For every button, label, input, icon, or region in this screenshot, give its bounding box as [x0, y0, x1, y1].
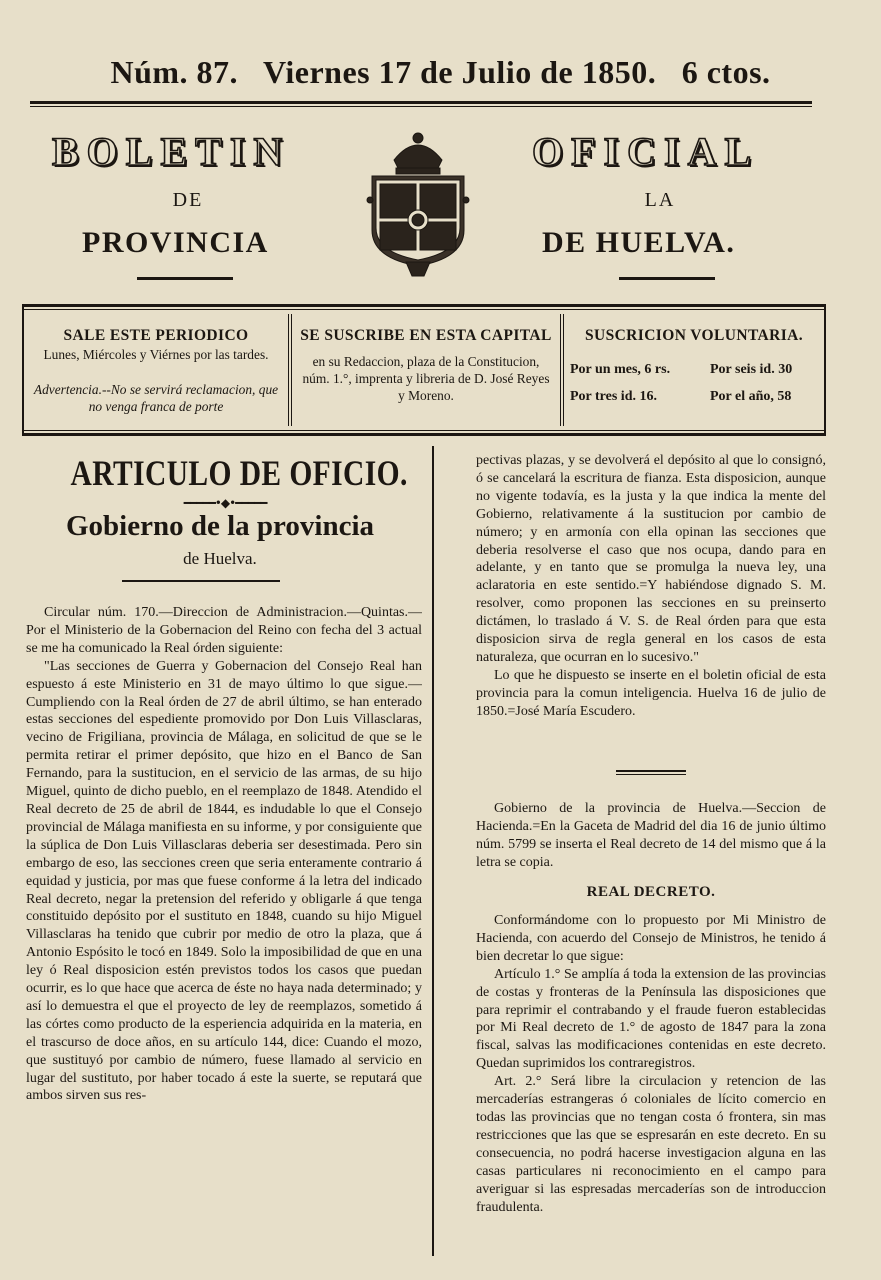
box-col1-heading: SALE ESTE PERIODICO — [63, 327, 249, 344]
issue-price: 6 ctos. — [681, 54, 771, 90]
top-rule-thin — [30, 106, 812, 107]
continuation-paragraph: pectivas plazas, y se devolverá el depósito al que lo consignó, ó se cancelará la escritura de fianza. Esta disposicion, aunque no vigente todavía, es la justa y la que indica la mente del Gobierno, relativamente á la sustitucion por cambio de número; y en armonía con ella opinan las secciones que deberia resolverse el caso que nos ocupa, dando para en adelante, y en tanto que se promulga la nueva ley, una aclaratoria en este sentido.=Y habiéndose dignado S. M. resolver, como proponen las secciones en su preinserto dictámen, lo traslado á V. S. de Real órden para que esta disposicion sirva de regla general en los casos de esta naturaleza, que ocurran en lo sucesivo." — [476, 453, 826, 665]
box-col2-text: en su Redaccion, plaza de la Constitucion, núm. 1.°, imprenta y libreria de D. José Reyes y Moreno. — [302, 354, 550, 403]
title-right-word: OFICIAL — [532, 129, 760, 174]
hacienda-paragraph: Gobierno de la provincia de Huelva.—Seccion de Hacienda.=En la Gaceta de Madrid del dia 16 de junio último núm. 5799 se inserta el Real decreto de 14 del mismo que á la letra se copia. — [476, 801, 826, 870]
issue-date: Viernes 17 de Julio de 1850. — [262, 54, 657, 90]
gov-subtitle: de Huelva. — [183, 549, 257, 568]
title-sub-right: LA — [644, 189, 676, 211]
gov-title: Gobierno de la provincia — [65, 510, 374, 542]
royal-coat-of-arms-icon — [366, 130, 470, 278]
box-divider-1 — [288, 314, 289, 426]
box-divider-2 — [560, 314, 561, 426]
issue-number: Núm. 87. — [110, 54, 239, 90]
right-column-body — [476, 452, 826, 721]
title-sub-left: DE — [172, 189, 204, 211]
short-rule-left — [122, 580, 280, 582]
ornament-divider-1: ━━━━━•◆•━━━━━ — [183, 496, 267, 510]
hacienda-block — [476, 800, 826, 872]
signature-paragraph: Lo que he dispuesto se inserte en el boletin oficial de esta provincia para la comun inteligencia. Huelva 16 de julio de 1850.=José María Escudero. — [476, 667, 826, 719]
decree-article-1: Artículo 1.° Se amplía á toda la extension de las provincias de costas y fronteras de la Península las disposiciones que para reprimir el contrabando y el fraude fueron establecidas por Mi Real decreto de 1.° de agosto de 1847 para la zona fiscal, salvas las modificaciones contenidas en este decreto. Quedan suprimidos los contraregistros. — [476, 966, 826, 1072]
box-col2-heading: SE SUSCRIBE EN ESTA CAPITAL — [300, 327, 552, 344]
box-bottom-rule — [22, 433, 826, 436]
box-divider-1b — [291, 314, 292, 426]
box-top-rule — [22, 304, 826, 307]
circular-paragraph: Circular núm. 170.—Direccion de Administracion.—Quintas.—Por el Ministerio de la Gobernacion del Reino con fecha del 3 actual se me ha comunicado la Real órden siguiente: — [26, 605, 422, 656]
issue-line — [0, 54, 881, 91]
title-huelva: DE HUELVA. — [542, 226, 736, 259]
decree-intro: Conformándome con lo propuesto por Mi Ministro de Hacienda, con acuerdo del Consejo de Ministros, he tenido á bien decretar lo que sigue: — [476, 913, 826, 964]
box-top-rule-thin — [22, 309, 826, 310]
box-bottom-rule-thin — [22, 430, 826, 431]
price-six-months: Por seis id. 30 — [710, 362, 793, 377]
section-title: ARTICULO DE OFICIO. — [70, 453, 408, 493]
title-left-word: BOLETIN — [52, 129, 291, 174]
title-provincia: PROVINCIA — [82, 226, 269, 259]
price-three-months: Por tres id. 16. — [570, 389, 657, 404]
decree-body — [476, 912, 826, 1252]
box-divider-2b — [563, 314, 564, 426]
title-underline-right — [619, 277, 715, 280]
column-divider — [432, 446, 434, 1256]
consejo-report-paragraph: "Las secciones de Guerra y Gobernacion del Consejo Real han espuesto á este Ministerio en 31 de mayo último lo que sigue.—Cumpliendo con la Real órden de 27 de abril último, se han enterado estas secciones del espediente promovido por Don Luis Villasclaras, vecino de Frigiliana, provincia de Málaga, en solicitud de que se le permita retirar el primer depósito, que hizo en el Banco de San Fernando, para la sustitucion, en el servicio de las armas, de su hijo Miguel, quinto de dicho pueblo, en el reemplazo de 1848. Atendido el Real decreto de 25 de abril de 1844, es indudable lo que el Consejo provincial de Málaga manifiesta en su informe, y por consiguiente que la súplica de Don Luis Villasclaras deberia ser desestimada. Pero sin embargo de eso, las secciones creen que seria enteramente contrario á equidad y justicia, por mas que fuese conforme á la letra del indicado Real decreto, negar la pretension del referido y obligarle á que tenga constituido depósito por el sustituto en 1848, cuando su hijo Miguel Villasclaras ha tenido que cubrir por medio de otro la plaza, que á Antonio Espósito le tocó en 1849. Solo la imposibilidad de que en una ley ó Real disposicion estén previstos todos los casos que puedan ocurrir, es lo que hace que acerca de éste no haya nada determinado; y así lo demuestra el que el proyecto de ley de reemplazos, sometido á las córtes como producto de la esperiencia adquirida en la materia, en el trascurso de doce años, en su artículo 144, dice: Cuando el mozo, que sustituyó por cambio de número, fuese llamado al servicio en lugar del sustituto, por haber tocado á este la suerte, se reputará que ambos sirven sus res- — [26, 658, 422, 1104]
left-column-body — [26, 604, 422, 1254]
box-col3-heading: SUSCRICION VOLUNTARIA. — [584, 327, 804, 344]
box-col1-days: Lunes, Miércoles y Viérnes por las tardes. — [43, 347, 269, 362]
box-right-border — [824, 304, 826, 436]
decree-title: REAL DECRETO. — [586, 884, 716, 900]
decree-article-2: Art. 2.° Será libre la circulacion y retencion de las mercaderías estrangeras ó coloniales de lícito comercio en todas las provincias que no tengan costa ó frontera, sin mas restricciones que las que se espresarán en este decreto. En su consecuencia, no podrá hacerse investigacion alguna en las casas particulares ni reconocimiento en el campo para averiguar si las espresadas mercaderías son de introduccion fraudulenta. — [476, 1074, 826, 1215]
price-one-month: Por un mes, 6 rs. — [570, 362, 671, 377]
short-rule-right-a — [616, 770, 686, 772]
box-col1-warning: Advertencia.--No se servirá reclamacion, que no venga franca de porte — [33, 382, 279, 414]
top-rule — [30, 101, 812, 104]
short-rule-right-b — [616, 774, 686, 775]
box-left-border — [22, 304, 24, 436]
title-underline-left — [137, 277, 233, 280]
price-one-year: Por el año, 58 — [710, 389, 792, 404]
